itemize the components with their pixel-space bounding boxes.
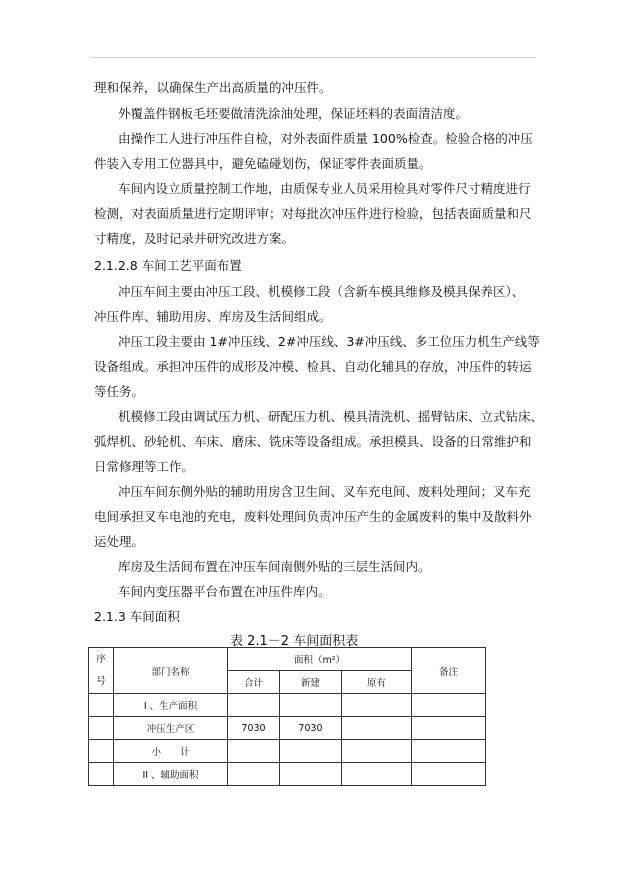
cell-note — [412, 717, 486, 740]
paragraph-line: 电间承担叉车电池的充电，废料处理间负责冲压产生的金属废料的集中及散料外 — [94, 509, 532, 524]
cell-seq — [89, 694, 114, 717]
header-note: 备注 — [412, 648, 486, 694]
paragraph-line: 检测，对表面质量进行定期评审；对每批次冲压件进行检验，包括表面质量和尺 — [94, 206, 532, 221]
section-heading: 2.1.2.8 车间工艺平面布置 — [94, 258, 242, 273]
table-row — [89, 717, 486, 740]
cell-seq — [89, 717, 114, 740]
paragraph-line: 寸精度，及时记录并研究改进方案。 — [94, 231, 295, 246]
header-rule — [90, 57, 536, 58]
table-row — [89, 694, 486, 717]
header-dept: 部门名称 — [114, 648, 228, 694]
cell-seq — [89, 740, 114, 763]
cell-dept: II 、辅助面积 — [114, 763, 228, 786]
paragraph-line: 外覆盖件钢板毛坯要做清洗涂油处理，保证坯料的表面清洁度。 — [118, 106, 469, 121]
paragraph-line: 由操作工人进行冲压件自检，对外表面件质量 100%检查。检验合格的冲压 — [118, 131, 533, 146]
paragraph-line: 件装入专用工位器具中，避免磕碰划伤，保证零件表面质量。 — [94, 156, 432, 171]
cell-new — [280, 694, 342, 717]
paragraph-line: 车间内变压器平台布置在冲压件库内。 — [118, 584, 331, 599]
paragraph-line: 冲压工段主要由 1#冲压线、2#冲压线、3#冲压线、多工位压力机生产线等 — [118, 334, 540, 349]
paragraph-line: 等任务。 — [94, 384, 145, 399]
paragraph-line: 弧焊机、砂轮机、车床、磨床、铣床等设备组成。承担模具、设备的日常维护和 — [94, 434, 532, 449]
paragraph-line: 设备组成。承担冲压件的成形及冲模、检具、自动化辅具的存放，冲压件的转运 — [94, 359, 532, 374]
cell-old — [342, 717, 412, 740]
table-row — [89, 763, 486, 786]
area-table — [88, 647, 486, 786]
cell-dept: 小 计 — [114, 740, 228, 763]
paragraph-line: 日常修理等工作。 — [94, 459, 195, 474]
paragraph-line: 库房及生活间布置在冲压车间南侧外贴的三层生活间内。 — [118, 559, 431, 574]
cell-seq — [89, 763, 114, 786]
cell-new: 7030 — [280, 717, 342, 740]
table-row — [89, 740, 486, 763]
cell-total — [228, 740, 280, 763]
table-caption: 表 2.1－2 车间面积表 — [230, 634, 359, 649]
paragraph-line: 理和保养，以确保生产出高质量的冲压件。 — [94, 80, 332, 95]
section-heading: 2.1.3 车间面积 — [94, 609, 180, 624]
cell-total — [228, 763, 280, 786]
cell-note — [412, 740, 486, 763]
header-new: 新建 — [280, 671, 342, 694]
table-header-row — [89, 648, 486, 671]
cell-old — [342, 740, 412, 763]
paragraph-line: 冲压车间东侧外贴的辅助用房含卫生间、叉车充电间、废料处理间；叉车充 — [118, 484, 531, 499]
header-area: 面积（m²） — [228, 648, 412, 671]
cell-dept: 冲压生产区 — [114, 717, 228, 740]
cell-old — [342, 763, 412, 786]
header-seq: 序 号 — [89, 648, 114, 694]
cell-new — [280, 740, 342, 763]
paragraph-line: 冲压件库、辅助用房、库房及生活间组成。 — [94, 309, 332, 324]
cell-note — [412, 763, 486, 786]
cell-old — [342, 694, 412, 717]
cell-new — [280, 763, 342, 786]
header-total: 合计 — [228, 671, 280, 694]
paragraph-line: 冲压车间主要由冲压工段、机模修工段（含新车模具维修及模具保养区）、 — [118, 284, 525, 299]
cell-dept: I 、生产面积 — [114, 694, 228, 717]
paragraph-line: 机模修工段由调试压力机、研配压力机、模具清洗机、摇臂钻床、立式钻床、 — [118, 409, 544, 424]
cell-total — [228, 694, 280, 717]
paragraph-line: 运处理。 — [94, 534, 145, 549]
cell-total: 7030 — [228, 717, 280, 740]
cell-note — [412, 694, 486, 717]
paragraph-line: 车间内设立质量控制工作地，由质保专业人员采用检具对零件尺寸精度进行 — [118, 181, 531, 196]
header-old: 原有 — [342, 671, 412, 694]
